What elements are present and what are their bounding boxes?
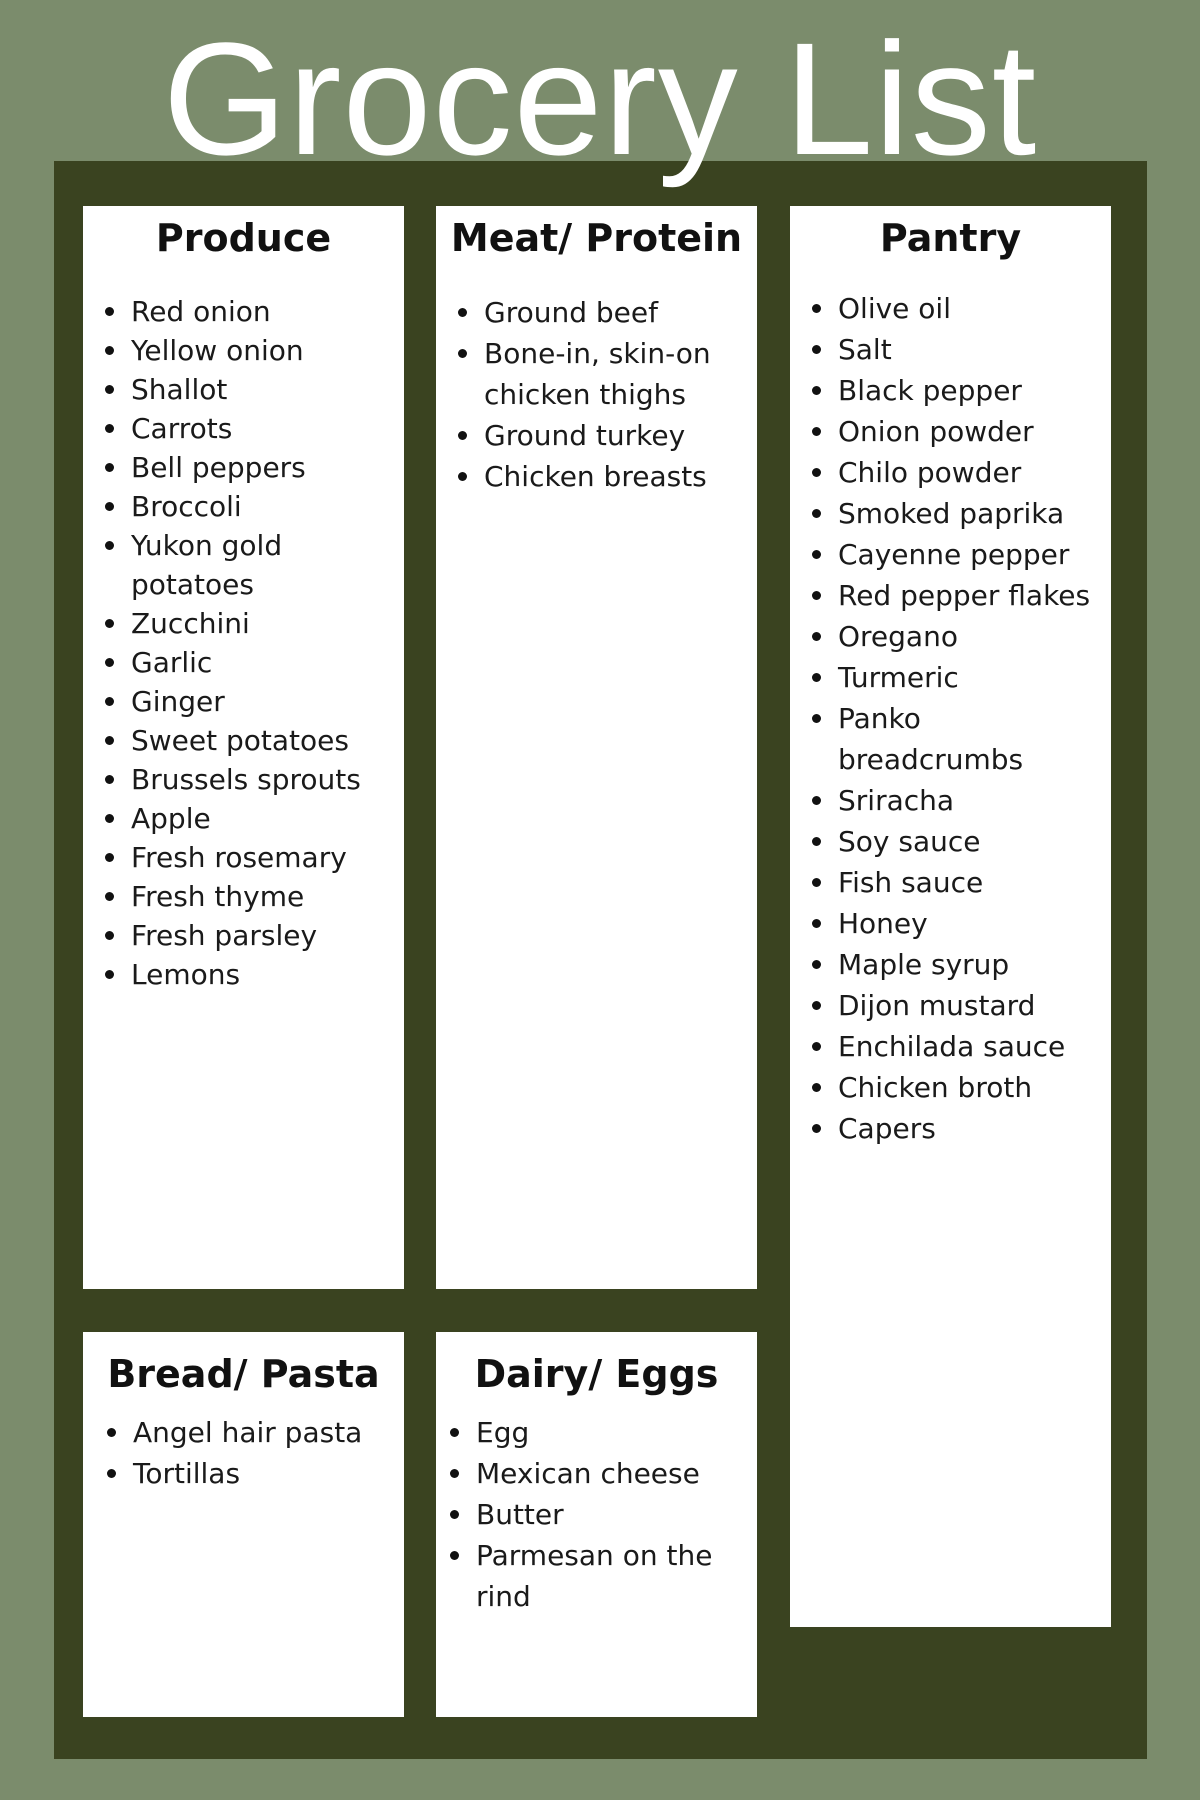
list-item: Angel hair pasta [83,1412,404,1453]
list-item: Brussels sprouts [83,760,404,799]
list-item: Lemons [83,955,404,994]
list-item: Black pepper [790,370,1111,411]
list-item: Garlic [83,643,404,682]
list-item: Fresh thyme [83,877,404,916]
item-list [790,288,1111,1149]
list-item: Maple syrup [790,944,1111,985]
category-heading: Dairy/ Eggs [474,1352,719,1396]
list-item: Ginger [83,682,404,721]
item-list [436,292,757,497]
list-item: Carrots [83,409,404,448]
category-heading: Produce [155,216,332,260]
list-item: Shallot [83,370,404,409]
list-item: Fresh parsley [83,916,404,955]
category-card-bread-pasta [83,1332,404,1717]
list-item: Sweet potatoes [83,721,404,760]
list-item: Chicken broth [790,1067,1111,1108]
category-card-produce [83,206,404,1289]
item-list [436,1412,757,1617]
list-item: Smoked paprika [790,493,1111,534]
list-item: Capers [790,1108,1111,1149]
item-list [83,292,404,994]
list-item: Bell peppers [83,448,404,487]
list-item: Onion powder [790,411,1111,452]
list-item: Oregano [790,616,1111,657]
category-heading: Bread/ Pasta [107,1352,380,1396]
list-item: Yellow onion [83,331,404,370]
category-card-dairy-eggs [436,1332,757,1717]
list-item: Mexican cheese [436,1453,757,1494]
list-item: Turmeric [790,657,1111,698]
list-item: Enchilada sauce [790,1026,1111,1067]
list-item: Butter [436,1494,757,1535]
list-item: Zucchini [83,604,404,643]
list-item: Cayenne pepper [790,534,1111,575]
list-item: Sriracha [790,780,1111,821]
list-item: Chicken breasts [436,456,757,497]
list-item: Apple [83,799,404,838]
list-item: Honey [790,903,1111,944]
list-item: Chilo powder [790,452,1111,493]
list-item: Broccoli [83,487,404,526]
item-list [83,1412,404,1494]
list-item: Panko breadcrumbs [790,698,1111,780]
list-item: Dijon mustard [790,985,1111,1026]
category-card-pantry [790,206,1111,1627]
list-item: Bone-in, skin-on chicken thighs [436,333,757,415]
list-item: Ground beef [436,292,757,333]
list-item: Salt [790,329,1111,370]
category-heading: Pantry [879,216,1022,260]
list-item: Fish sauce [790,862,1111,903]
page-title: Grocery List [162,9,1038,188]
list-item: Fresh rosemary [83,838,404,877]
list-item: Red pepper flakes [790,575,1111,616]
list-item: Tortillas [83,1453,404,1494]
list-item: Ground turkey [436,415,757,456]
list-item: Red onion [83,292,404,331]
list-item: Soy sauce [790,821,1111,862]
list-item: Parmesan on the rind [436,1535,757,1617]
category-card-meat-protein [436,206,757,1289]
category-heading: Meat/ Protein [450,216,743,260]
list-item: Yukon gold potatoes [83,526,404,604]
list-item: Egg [436,1412,757,1453]
list-item: Olive oil [790,288,1111,329]
